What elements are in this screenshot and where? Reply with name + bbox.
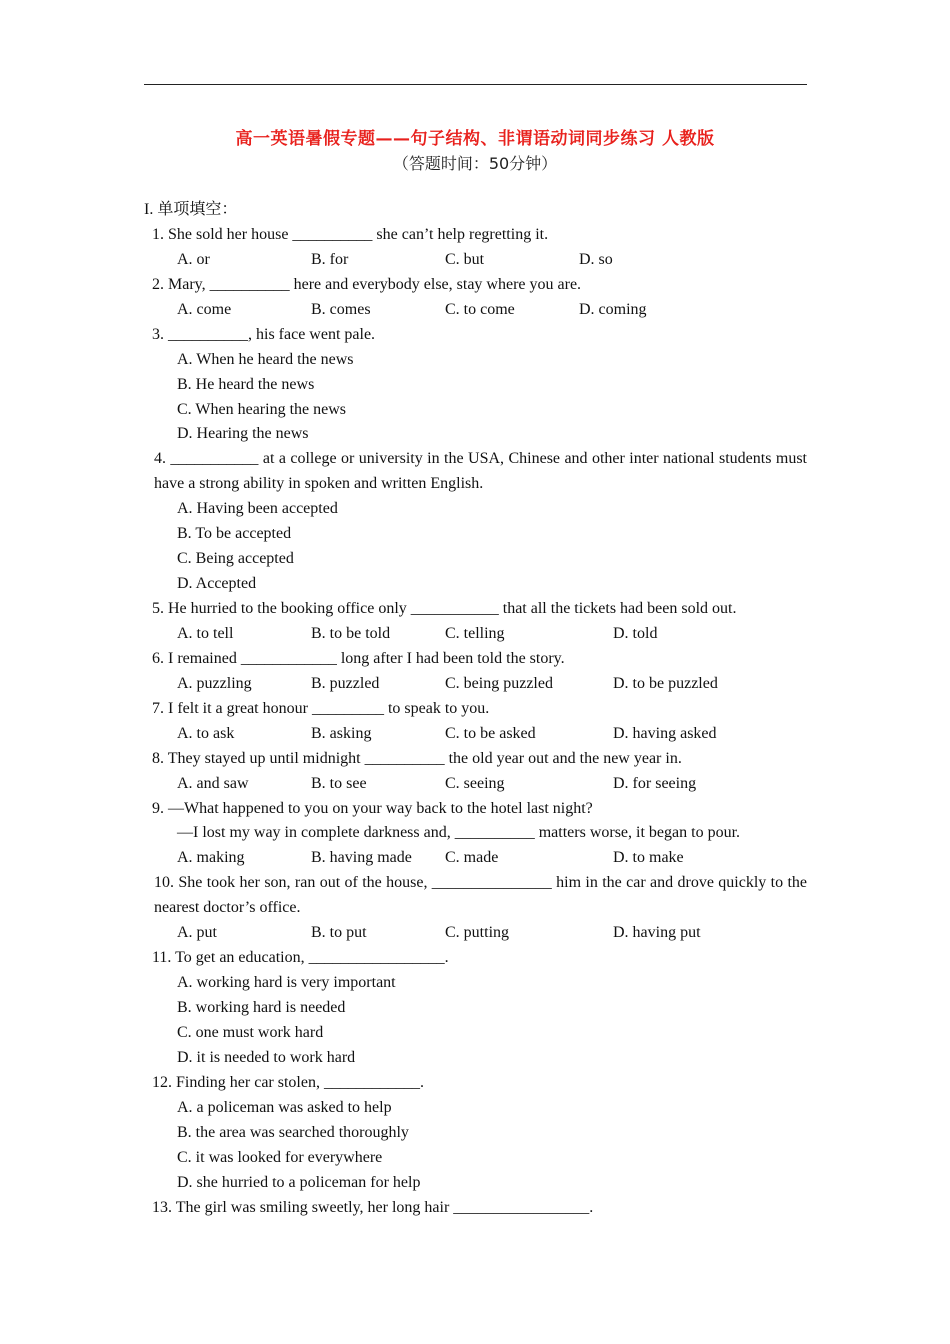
option-9b: B. having made bbox=[311, 849, 412, 867]
option-12d: D. she hurried to a policeman for help bbox=[177, 1173, 421, 1191]
option-5a: A. to tell bbox=[177, 624, 234, 642]
option-3a: A. When he heard the news bbox=[177, 350, 354, 368]
page-title: 高一英语暑假专题——句子结构、非谓语动词同步练习 人教版 bbox=[235, 129, 715, 149]
option-9a: A. making bbox=[177, 849, 245, 867]
option-9d: D. to make bbox=[613, 849, 684, 867]
option-12b: B. the area was searched thoroughly bbox=[177, 1123, 409, 1141]
option-7c: C. to be asked bbox=[445, 724, 536, 742]
option-11b: B. working hard is needed bbox=[177, 999, 346, 1017]
option-4a: A. Having been accepted bbox=[177, 500, 338, 518]
option-1d: D. so bbox=[579, 250, 613, 268]
question-7: 7. I felt it a great honour _________ to speak to you. bbox=[152, 699, 490, 717]
option-10d: D. having put bbox=[613, 924, 701, 942]
option-7a: A. to ask bbox=[177, 724, 235, 742]
option-4c: C. Being accepted bbox=[177, 550, 294, 568]
option-8d: D. for seeing bbox=[613, 774, 697, 792]
option-5b: B. to be told bbox=[311, 624, 391, 642]
top-rule bbox=[144, 84, 807, 85]
option-6a: A. puzzling bbox=[177, 674, 252, 692]
option-6d: D. to be puzzled bbox=[613, 674, 718, 692]
option-5d: D. told bbox=[613, 624, 658, 642]
option-6c: C. being puzzled bbox=[445, 674, 553, 692]
question-4: 4. ___________ at a college or university in the USA, Chinese and other inter national students must have a strong ability in spoken and written English. bbox=[154, 450, 807, 493]
question-5: 5. He hurried to the booking office only ___________ that all the tickets had been sold out. bbox=[152, 600, 737, 618]
option-10c: C. putting bbox=[445, 924, 510, 942]
option-3b: B. He heard the news bbox=[177, 375, 315, 393]
section-heading: I. 单项填空： bbox=[144, 201, 238, 218]
option-11a: A. working hard is very important bbox=[177, 974, 396, 992]
options-2 bbox=[144, 298, 807, 323]
option-3d: D. Hearing the news bbox=[177, 425, 309, 443]
option-7b: B. asking bbox=[311, 724, 372, 742]
question-8: 8. They stayed up until midnight __________ the old year out and the new year in. bbox=[152, 749, 682, 767]
option-4b: B. To be accepted bbox=[177, 525, 292, 543]
option-10b: B. to put bbox=[311, 924, 367, 942]
option-11d: D. it is needed to work hard bbox=[177, 1048, 356, 1066]
question-2: 2. Mary, __________ here and everybody else, stay where you are. bbox=[152, 275, 582, 293]
question-9: 9. —What happened to you on your way back to the hotel last night? bbox=[152, 799, 593, 817]
option-12a: A. a policeman was asked to help bbox=[177, 1098, 392, 1116]
option-8c: C. seeing bbox=[445, 774, 505, 792]
question-11: 11. To get an education, _________________. bbox=[152, 949, 449, 967]
option-3c: C. When hearing the news bbox=[177, 400, 346, 418]
option-1a: A. or bbox=[177, 250, 210, 268]
question-13: 13. The girl was smiling sweetly, her long hair _________________. bbox=[152, 1198, 594, 1216]
question-9-reply: —I lost my way in complete darkness and, __________ matters worse, it began to pour. bbox=[177, 824, 741, 842]
options-5 bbox=[144, 622, 807, 647]
option-2a: A. come bbox=[177, 300, 232, 318]
options-8 bbox=[144, 772, 807, 797]
option-6b: B. puzzled bbox=[311, 674, 380, 692]
options-1 bbox=[144, 248, 807, 273]
option-8b: B. to see bbox=[311, 774, 367, 792]
options-10 bbox=[144, 921, 807, 946]
options-6 bbox=[144, 672, 807, 697]
option-7d: D. having asked bbox=[613, 724, 717, 742]
option-9c: C. made bbox=[445, 849, 499, 867]
option-10a: A. put bbox=[177, 924, 217, 942]
exercise-body bbox=[144, 198, 807, 1221]
question-1: 1. She sold her house __________ she can’t help regretting it. bbox=[152, 225, 549, 243]
option-12c: C. it was looked for everywhere bbox=[177, 1148, 383, 1166]
time-note: （答题时间：50分钟） bbox=[392, 154, 558, 173]
option-5c: C. telling bbox=[445, 624, 505, 642]
options-9 bbox=[144, 846, 807, 871]
question-12: 12. Finding her car stolen, ____________. bbox=[152, 1073, 424, 1091]
option-2d: D. coming bbox=[579, 300, 647, 318]
question-10: 10. She took her son, ran out of the house, _______________ him in the car and drove quickly to the nearest doctor’s office. bbox=[154, 874, 807, 917]
options-7 bbox=[144, 722, 807, 747]
question-6: 6. I remained ____________ long after I had been told the story. bbox=[152, 649, 565, 667]
option-1c: C. but bbox=[445, 250, 485, 268]
option-8a: A. and saw bbox=[177, 774, 249, 792]
option-11c: C. one must work hard bbox=[177, 1024, 324, 1041]
option-2b: B. comes bbox=[311, 300, 371, 318]
option-4d: D. Accepted bbox=[177, 575, 257, 593]
option-2c: C. to come bbox=[445, 300, 515, 318]
question-3: 3. __________, his face went pale. bbox=[152, 325, 376, 343]
option-1b: B. for bbox=[311, 250, 349, 268]
